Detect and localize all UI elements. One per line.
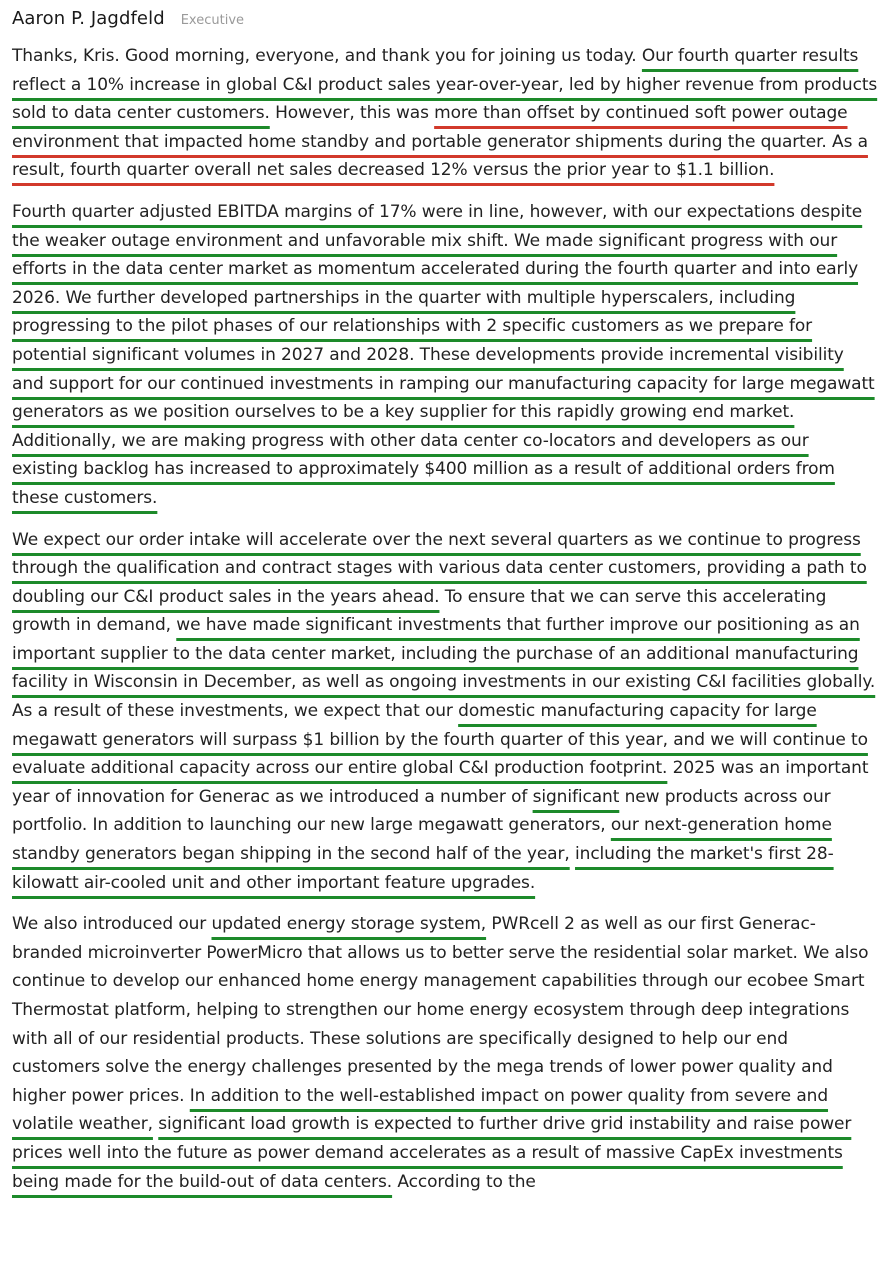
highlight-red: more than offset by continued soft power outage environment that impacted home standby and portable generator shipments during the quarter. As a result, fourth quarter overall net sales decreased 12% versus the prior year to $1.1 billion. xyxy=(12,103,868,181)
speaker-header xyxy=(12,8,879,38)
highlight-green: Fourth quarter adjusted EBITDA margins of 17% were in line, however, with our expectations despite the weaker outage environment and unfavorable mix shift. We made significant progress with our efforts in the data center market as momentum accelerated during the fourth quarter and into early 2026. We further developed partnerships in the quarter with multiple hyperscalers, including progressing to the pilot phases of our relationships with 2 specific customers as we prepare for potential significant volumes in 2027 and 2028. These developments provide incremental visibility and support for our continued investments in ramping our manufacturing capacity for large megawatt generators as we position ourselves to be a key supplier for this rapidly growing end market. Additionally, we are making progress with other data center co-locators and developers as our existing backlog has increased to approximately $400 million as a result of additional orders from these customers. xyxy=(12,201,875,508)
text-segment: Thanks, Kris. Good morning, everyone, and thank you for joining us today. xyxy=(12,46,642,66)
highlight-green: In addition to the well-established impact on power quality from severe and volatile weather, xyxy=(12,1085,829,1135)
text-segment: We also introduced our xyxy=(12,914,212,935)
paragraph-4 xyxy=(12,910,879,1196)
text-segment: 2025 was an important year of innovation for Generac as we introduced a number of xyxy=(12,758,869,807)
paragraph-2 xyxy=(12,198,879,513)
highlight-green: significant xyxy=(532,786,620,807)
highlight-green: domestic manufacturing capacity for large megawatt generators will surpass $1 billion by the fourth quarter of this year, and we will continue to evaluate additional capacity across our entire global C&I production footprint. xyxy=(12,701,868,779)
paragraphs xyxy=(12,42,879,1196)
highlight-green: our next-generation home standby generators began shipping in the second half of the year, xyxy=(12,815,832,865)
highlight-green: We expect our order intake will accelerate over the next several quarters as we continue to progress through the qualification and contract stages with various data center customers, providing a path to doubling our C&I product sales in the years ahead. xyxy=(12,529,867,607)
paragraph-3 xyxy=(12,526,879,898)
text-segment: PWRcell 2 as well as our first Generac-branded microinverter PowerMicro that allows us to better serve the residential solar market. We also continue to develop our enhanced home energy management capabilities through our ecobee Smart Thermostat platform, helping to strengthen our home energy ecosystem through deep integrations with all of our residential products. These solutions are specifically designed to help our end customers solve the energy challenges presented by the mega trends of lower power quality and higher power prices. xyxy=(12,914,869,1106)
text-segment: new products across our portfolio. In addition to launching our new large megawatt generators, xyxy=(12,786,831,836)
paragraph-1 xyxy=(12,42,879,185)
text-segment: However, this was xyxy=(269,103,435,124)
highlight-green: we have made significant investments that further improve our positioning as an important supplier to the data center market, including the purchase of an additional manufacturing facility in Wisconsin in December, as well as ongoing investments in our existing C&I facilities globally. xyxy=(12,615,876,693)
speaker-name: Aaron P. Jagdfeld xyxy=(12,8,165,29)
highlight-green: updated energy storage system, xyxy=(211,914,487,935)
text-segment: To ensure that we can serve this accelerating growth in demand, xyxy=(12,586,827,636)
highlight-green: including the market's first 28-kilowatt air-cooled unit and other important feature upgrades. xyxy=(12,844,834,893)
text-segment: According to the xyxy=(392,1171,536,1192)
text-segment: As a result of these investments, we expect that our xyxy=(12,701,459,722)
highlight-green: Our fourth quarter results reflect a 10% increase in global C&I product sales year-over-year, led by higher revenue from products sold to data center customers. xyxy=(12,46,878,124)
highlight-green: significant load growth is expected to further drive grid instability and raise power prices well into the future as power demand accelerates as a result of massive CapEx investments being made for the build-out of data centers. xyxy=(12,1114,852,1192)
speaker-role: Executive xyxy=(180,13,245,28)
